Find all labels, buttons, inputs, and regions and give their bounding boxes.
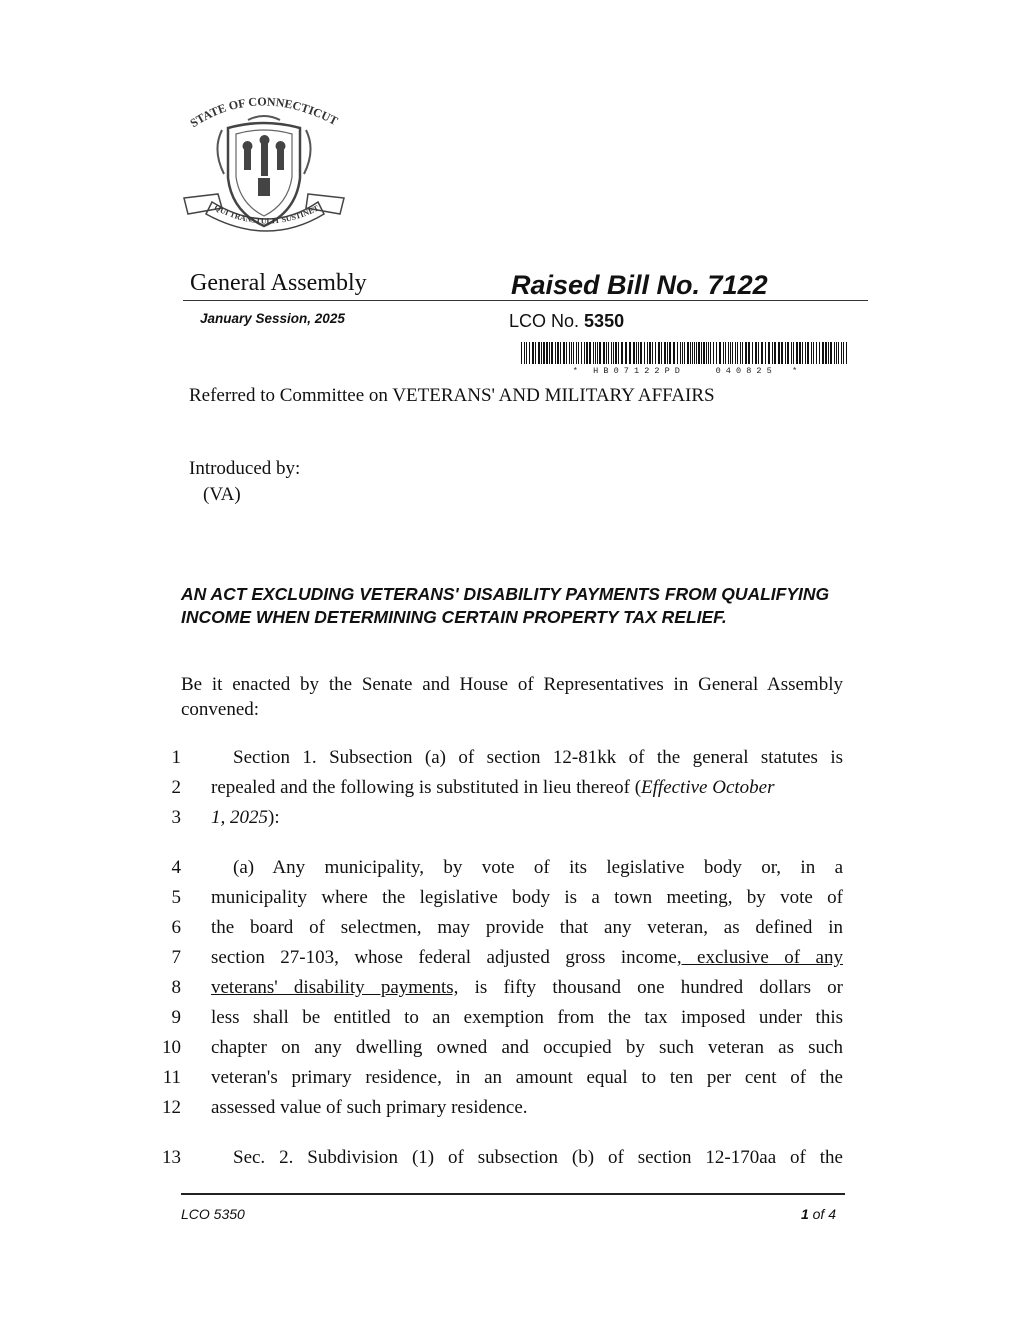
bill-line [0, 1067, 1024, 1097]
line-number: 2 [171, 777, 181, 798]
barcode-bar [571, 342, 572, 364]
line-number: 7 [171, 947, 181, 968]
barcode-bar [584, 342, 585, 364]
barcode-bar [838, 342, 839, 364]
barcode-bar [625, 342, 627, 364]
introduced-by-label: Introduced by: [189, 458, 301, 479]
barcode-bar [796, 342, 798, 364]
barcode-bar [684, 342, 685, 364]
barcode-bar [664, 342, 666, 364]
bill-line [0, 977, 1024, 1007]
barcode-bar [595, 342, 596, 364]
line-number: 13 [162, 1147, 181, 1168]
barcode-bar [633, 342, 635, 364]
barcode-bar [557, 342, 559, 364]
bill-line [0, 857, 1024, 887]
bill-line [0, 807, 1024, 837]
barcode-bar [608, 342, 609, 364]
barcode-bar [825, 342, 827, 364]
line-number: 4 [171, 857, 181, 878]
barcode-bar [765, 342, 766, 364]
barcode-bar [816, 342, 817, 364]
line-number: 3 [171, 807, 181, 828]
lco-number [509, 311, 624, 332]
lco-label: LCO No. [509, 311, 580, 331]
barcode-bar [640, 342, 642, 364]
barcode-bar [576, 342, 577, 364]
barcode-bar [830, 342, 832, 364]
seal-text: STATE OF CONNECTICUT [187, 94, 341, 131]
barcode-bar [636, 342, 637, 364]
barcode-bar [781, 342, 783, 364]
barcode-bar [566, 342, 567, 364]
line-number: 8 [171, 977, 181, 998]
barcode-bar [680, 342, 681, 364]
line-text: chapter on any dwelling owned and occupied by such veteran as such [211, 1037, 843, 1058]
bill-line [0, 887, 1024, 917]
barcode-bar [526, 342, 527, 364]
barcode-bar [621, 342, 623, 364]
bill-line [0, 1007, 1024, 1037]
line-text: section 27-103, whose federal adjusted gross income, exclusive of any [211, 947, 843, 968]
barcode-bar [692, 342, 693, 364]
barcode-bar [538, 342, 540, 364]
barcode-bar [710, 342, 711, 364]
barcode-bar [698, 342, 700, 364]
barcode-bar [737, 342, 738, 364]
line-number: 6 [171, 917, 181, 938]
barcode-bar [593, 342, 594, 364]
barcode-bar [687, 342, 689, 364]
barcode-bar [618, 342, 619, 364]
barcode-bar [524, 342, 525, 364]
barcode-bar [778, 342, 780, 364]
footer-lco: LCO 5350 [181, 1206, 245, 1222]
barcode-bar [682, 342, 683, 364]
inserted-text: veterans' disability payments, [211, 977, 459, 998]
barcode-bar [667, 342, 668, 364]
line-text: 1, 2025): [211, 807, 280, 828]
line-text: veterans' disability payments, is fifty thousand one hundred dollars or [211, 977, 843, 998]
barcode-bar [546, 342, 548, 364]
seal-motto: QUI TRANSTULIT SUSTINET [212, 202, 321, 226]
barcode-bar [740, 342, 741, 364]
barcode-bar [696, 342, 697, 364]
barcode-bar [535, 342, 536, 364]
barcode-bar [521, 342, 522, 364]
barcode-bar [638, 342, 639, 364]
barcode-bar [532, 342, 534, 364]
line-text: repealed and the following is substituted in lieu thereof (Effective October [211, 777, 775, 798]
barcode-bar [811, 342, 812, 364]
barcode-bar [597, 342, 598, 364]
line-number: 5 [171, 887, 181, 908]
barcode-bar [529, 342, 530, 364]
barcode-bar [589, 342, 591, 364]
page-total: of 4 [808, 1206, 836, 1222]
header-divider [183, 300, 868, 301]
barcode-bar [706, 342, 707, 364]
barcode-bar [755, 342, 757, 364]
line-number: 9 [171, 1007, 181, 1028]
barcode-bar [745, 342, 747, 364]
line-text: (a) Any municipality, by vote of its legislative body or, in a [233, 857, 843, 878]
barcode-bar [606, 342, 607, 364]
introduced-by-value: (VA) [203, 484, 241, 505]
barcode-bar [652, 342, 653, 364]
barcode-bar [728, 342, 729, 364]
barcode-bar [560, 342, 561, 364]
barcode-bar [543, 342, 545, 364]
barcode-bar [752, 342, 753, 364]
barcode-bar [694, 342, 695, 364]
act-title: AN ACT EXCLUDING VETERANS' DISABILITY PAYMENTS FROM QUALIFYING INCOME WHEN DETERMINING CERTAIN PROPERTY TAX RELIEF. [181, 584, 830, 627]
bill-line [0, 1097, 1024, 1127]
barcode-bar [719, 342, 721, 364]
line-text: Section 1. Subsection (a) of section 12-81kk of the general statutes is [233, 747, 843, 768]
barcode-bar [578, 342, 579, 364]
barcode-bar [703, 342, 705, 364]
barcode-bar [586, 342, 588, 364]
barcode-bar [708, 342, 709, 364]
line-text: municipality where the legislative body is a town meeting, by vote of [211, 887, 843, 908]
barcode-bar [846, 342, 847, 364]
barcode-bar [735, 342, 736, 364]
barcode-bar [742, 342, 743, 364]
barcode-bar [713, 342, 714, 364]
bill-line [0, 777, 1024, 807]
barcode-bar [655, 342, 656, 364]
barcode-bar [661, 342, 662, 364]
barcode-bar [828, 342, 829, 364]
barcode-bar [611, 342, 612, 364]
line-text: less shall be entitled to an exemption from the tax imposed under this [211, 1007, 843, 1028]
effective-date: 1, 2025 [211, 807, 268, 828]
page-current: 1 [800, 1206, 809, 1222]
barcode-bar [791, 342, 792, 364]
barcode-bar [541, 342, 542, 364]
barcode-bar [716, 342, 717, 364]
bill-line [0, 917, 1024, 947]
barcode-bar [819, 342, 820, 364]
barcode-bar [549, 342, 550, 364]
barcode-bar [569, 342, 570, 364]
barcode-bar [843, 342, 844, 364]
barcode-bar [725, 342, 726, 364]
barcode-bar [723, 342, 724, 364]
barcode-bar [785, 342, 786, 364]
line-text: the board of selectmen, may provide that any veteran, as defined in [211, 917, 843, 938]
barcode-bar [768, 342, 770, 364]
barcode-bar [644, 342, 645, 364]
barcode-bar [649, 342, 651, 364]
barcode-bar [758, 342, 759, 364]
enacting-clause: Be it enacted by the Senate and House of Representatives in General Assembly convened: [181, 674, 843, 720]
barcode-bar [841, 342, 842, 364]
barcode-bar [555, 342, 556, 364]
barcode-bar [629, 342, 631, 364]
barcode-bar [772, 342, 773, 364]
bill-number: Raised Bill No. 7122 [511, 270, 768, 300]
barcode-bar [677, 342, 678, 364]
line-number: 11 [162, 1067, 181, 1088]
bill-line [0, 947, 1024, 977]
line-text: Sec. 2. Subdivision (1) of subsection (b) of section 12-170aa of the [233, 1147, 843, 1168]
barcode-bar [836, 342, 837, 364]
barcode-bar [802, 342, 803, 364]
svg-text:STATE OF CONNECTICUT [187, 94, 340, 130]
barcode-bar [563, 342, 565, 364]
assembly-label: General Assembly [190, 270, 367, 296]
barcode [521, 342, 849, 374]
line-number: 1 [171, 747, 181, 768]
barcode-bar [551, 342, 553, 364]
barcode-bar [573, 342, 574, 364]
bill-line [0, 1147, 1024, 1177]
line-text: veteran's primary residence, in an amount equal to ten per cent of the [211, 1067, 843, 1088]
barcode-bar [807, 342, 809, 364]
barcode-bar [690, 342, 691, 364]
barcode-bar [613, 342, 614, 364]
barcode-bar [658, 342, 660, 364]
inserted-text: , exclusive of any [676, 947, 843, 968]
barcode-bar [669, 342, 671, 364]
barcode-bar [774, 342, 776, 364]
lco-value: 5350 [584, 311, 625, 331]
barcode-bar [730, 342, 731, 364]
barcode-text: * H B 0 7 1 2 2 P D 0 4 0 8 2 5 * [572, 366, 798, 374]
barcode-bar [673, 342, 675, 364]
line-text: assessed value of such primary residence. [211, 1097, 528, 1118]
barcode-bar [805, 342, 806, 364]
barcode-bar [787, 342, 789, 364]
bill-line [0, 747, 1024, 777]
barcode-bar [599, 342, 601, 364]
footer-divider [181, 1193, 845, 1195]
page-indicator [690, 1206, 836, 1222]
barcode-bar [761, 342, 763, 364]
barcode-bar [603, 342, 605, 364]
effective-date: Effective October [641, 777, 775, 798]
barcode-bar [701, 342, 702, 364]
barcode-bar [732, 342, 733, 364]
line-number: 12 [162, 1097, 181, 1118]
barcode-bar [799, 342, 801, 364]
committee-referral: Referred to Committee on VETERANS' AND MILITARY AFFAIRS [189, 385, 715, 406]
barcode-bar [813, 342, 814, 364]
barcode-bar [647, 342, 648, 364]
barcode-bar [822, 342, 824, 364]
barcode-bar [581, 342, 582, 364]
bill-line [0, 1037, 1024, 1067]
barcode-bar [615, 342, 617, 364]
state-seal-logo [178, 90, 350, 246]
barcode-bar [834, 342, 835, 364]
barcode-bar [748, 342, 750, 364]
session-label: January Session, 2025 [200, 311, 345, 326]
barcode-bar [793, 342, 794, 364]
line-number: 10 [162, 1037, 181, 1058]
